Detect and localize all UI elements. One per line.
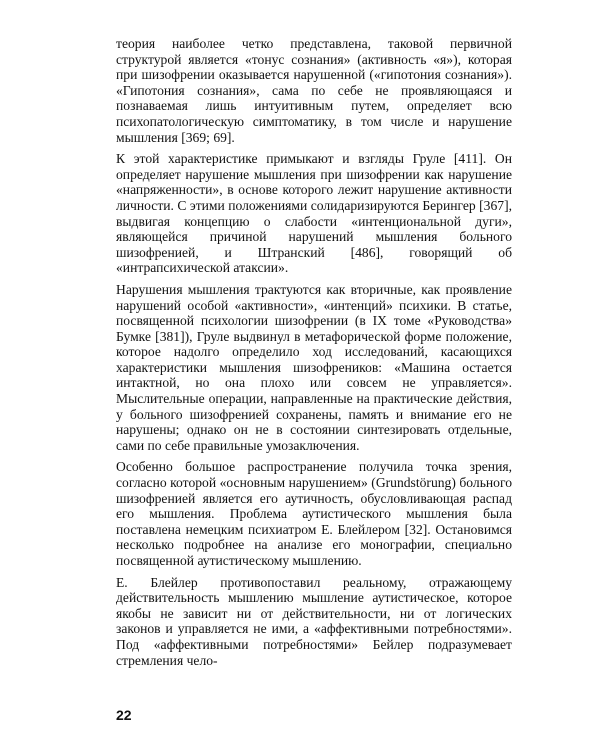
paragraph-3: Нарушения мышления трактуются как вторичные, как проявление нарушений особой «активности», «интенций» психики. В статье, посвященной психологии шизофрении (в IX томе «Руководства» Бумке [381]), Груле выдвинул в метафорической форме положение, которое надолго определило ход исследований, касающихся характеристики мышления шизофреников: «Машина остается интактной, но она плохо или совсем не управляется». Мыслительные операции, направленные на практические действия, у больного шизофренией сохранены, память и внимание его не нарушены; однако он не в состоянии синтезировать отдельные, сами по себе правильные умозаключения.	[116, 281, 512, 453]
paragraph-1: теория наиболее четко представлена, таковой первичной структурой является «тонус сознания» (активность «я»), которая при шизофрении оказывается нарушенной («гипотония сознания»). «Гипотония сознания», сама по себе не проявляющаяся и познаваемая лишь интуитивным путем, определяет всю психопатологическую симптоматику, в том числе и нарушение мышления [369; 69].	[116, 36, 512, 145]
page-number: 22	[116, 707, 132, 723]
paragraph-5: Е. Блейлер противопоставил реальному, отражающему действительность мышлению мышление аутистическое, которое якобы не зависит ни от действительности, ни от логических законов и управляется не ими, а «аффективными потребностями». Под «аффективными потребностями» Бейлер подразумевает стремления чело-	[116, 574, 512, 668]
body-text	[116, 36, 512, 668]
paragraph-4: Особенно большое распространение получила точка зрения, согласно которой «основным нарушением» (Grundstörung) больного шизофренией является его аутичность, обусловливающая распад его мышления. Проблема аутистического мышления была поставлена немецким психиатром Е. Блейлером [32]. Остановимся несколько подробнее на анализе его монографии, специально посвященной аутистическому мышлению.	[116, 459, 512, 568]
paragraph-2: К этой характеристике примыкают и взгляды Груле [411]. Он определяет нарушение мышления при шизофрении как нарушение «напряженности», в основе которого лежит нарушение активности личности. С этими положениями солидаризируются Берингер [367], выдвигая концепцию о слабости «интенциональной дуги», являющейся причиной нарушений мышления больного шизофренией, и Штранский [486], говорящий об «интрапсихической атаксии».	[116, 151, 512, 276]
